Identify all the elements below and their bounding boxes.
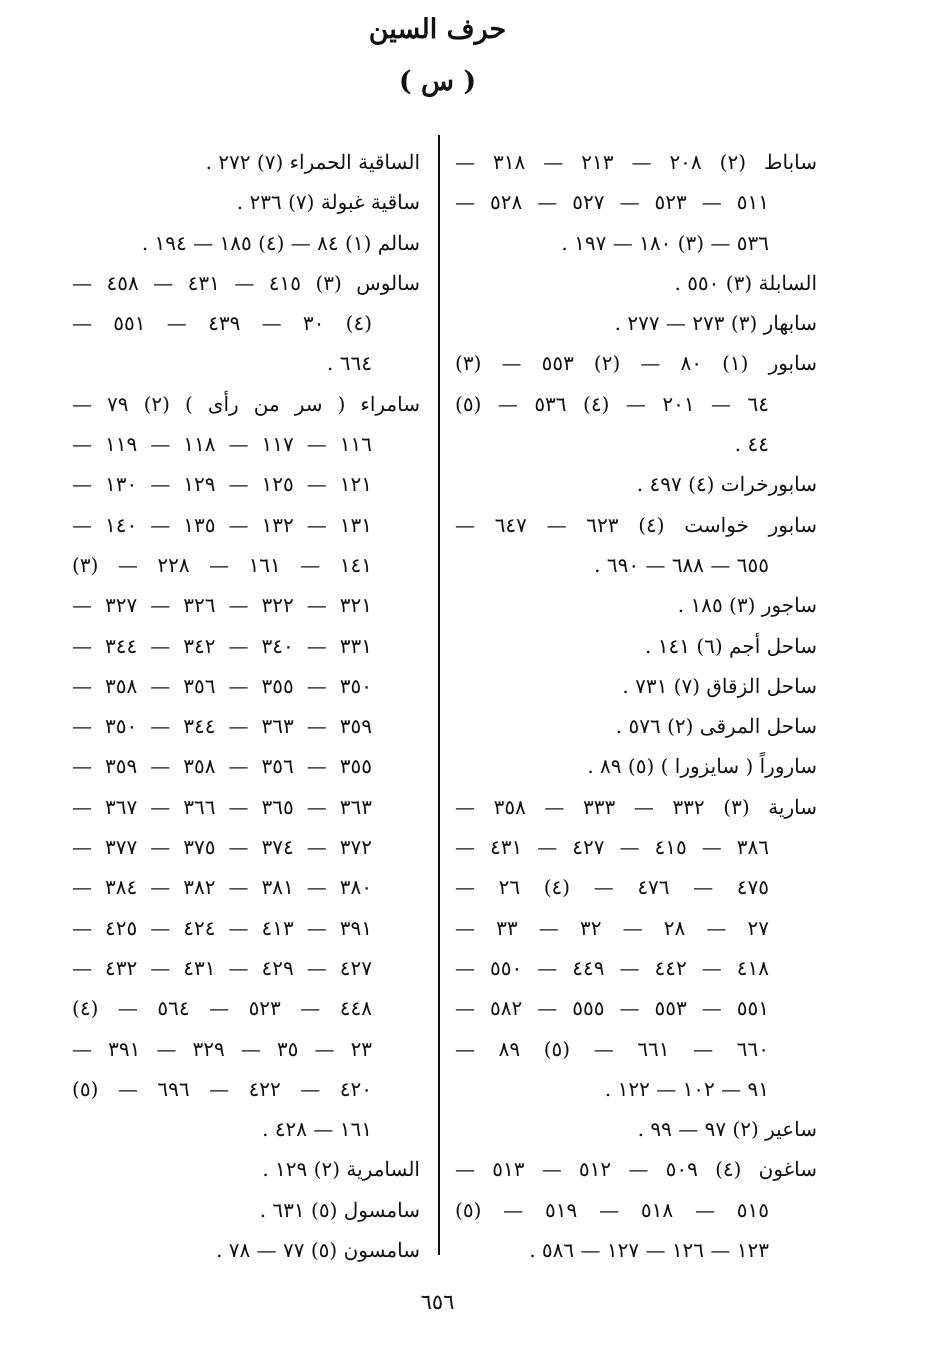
index-entry-continuation: ١١٦ — ١١٧ — ١١٨ — ١١٩ — <box>72 432 372 457</box>
index-entry-continuation: ٤٤ . <box>734 432 769 457</box>
index-entry-continuation: ٦٦٤ . <box>327 351 372 376</box>
index-entry: سابور (١) ٨٠ — (٢) ٥٥٣ — (٣) <box>455 351 817 376</box>
index-entry-continuation: ٣٧٢ — ٣٧٤ — ٣٧٥ — ٣٧٧ — <box>72 835 372 860</box>
index-entry-continuation: ٢٣ — ٣٥ — ٣٢٩ — ٣٩١ — <box>72 1036 373 1061</box>
index-entry-continuation: ٣٣١ — ٣٤٠ — ٣٤٢ — ٣٤٤ — <box>72 633 372 658</box>
index-entry: سالم (١) ٨٤ — (٤) ١٨٥ — ١٩٤ . <box>141 230 420 255</box>
index-entry-continuation: ٢٧ — ٢٨ — ٣٢ — ٣٣ — <box>455 915 770 940</box>
index-entry-continuation: ٤٢٧ — ٤٢٩ — ٤٣١ — ٤٣٢ — <box>72 955 372 980</box>
index-entry-continuation: ٥١١ — ٥٢٣ — ٥٢٧ — ٥٢٨ — <box>455 190 769 215</box>
index-entry-continuation: ٥٥١ — ٥٥٣ — ٥٥٥ — ٥٨٢ — <box>455 996 769 1021</box>
page-number: ٦٥٦ <box>420 1290 455 1314</box>
index-entry-continuation: ٥١٥ — ٥١٨ — ٥١٩ — (٥) <box>455 1197 769 1222</box>
index-entry: ساباط (٢) ٢٠٨ — ٢١٣ — ٣١٨ — <box>455 150 817 174</box>
index-entry-continuation: ٣٥٩ — ٣٦٣ — ٣٤٤ — ٣٥٠ — <box>72 714 372 739</box>
index-entry-continuation: ٩١ — ١٠٢ — ١٢٢ . <box>604 1076 769 1101</box>
index-entry-continuation: ٣٨٠ — ٣٨١ — ٣٨٢ — ٣٨٤ — <box>72 875 372 900</box>
index-entry-continuation: ١٣١ — ١٣٢ — ١٣٥ — ١٤٠ — <box>72 512 372 537</box>
index-entry-continuation: ٤١٨ — ٤٤٢ — ٤٤٩ — ٥٥٠ — <box>455 955 769 980</box>
index-entry: ساروراً ( سايزورا ) (٥) ٨٩ . <box>587 754 817 779</box>
index-entry: الساقية الحمراء (٧) ٢٧٢ . <box>205 150 420 174</box>
index-entry-continuation: ٣٩١ — ٤١٣ — ٤٢٤ — ٤٢٥ — <box>72 915 372 940</box>
index-entry-continuation: ٣٥٥ — ٣٥٦ — ٣٥٨ — ٣٥٩ — <box>72 754 372 779</box>
index-entry: ساحل أجم (٦) ١٤١ . <box>645 633 817 658</box>
index-entry-continuation: ٤٢٠ — ٤٢٢ — ٦٩٦ — (٥) <box>72 1076 373 1101</box>
index-entry-continuation: ١٢٣ — ١٢٦ — ١٢٧ — ٥٨٦ . <box>529 1238 769 1263</box>
index-entry: ساحل الزقاق (٧) ٧٣١ . <box>622 673 817 698</box>
index-entry-continuation: ٦٤ — ٢٠١ — (٤) ٥٣٦ — (٥) <box>455 391 769 416</box>
index-entry-continuation: ١٢١ — ١٢٥ — ١٢٩ — ١٣٠ — <box>72 472 372 497</box>
index-entry-continuation: ٦٥٥ — ٦٨٨ — ٦٩٠ . <box>594 552 769 577</box>
index-entry: ساحل المرقى (٢) ٥٧٦ . <box>615 714 817 739</box>
index-entry: سابور خواست (٤) ٦٢٣ — ٦٤٧ — <box>455 512 817 537</box>
index-entry-continuation: ٣٦٣ — ٣٦٥ — ٣٦٦ — ٣٦٧ — <box>72 794 372 819</box>
index-entry: سامراء ( سر من رأى ) (٢) ٧٩ — <box>72 391 420 416</box>
index-entry: ساعير (٢) ٩٧ — ٩٩ . <box>637 1117 817 1142</box>
index-entry: ساقية غبولة (٧) ٢٣٦ . <box>236 190 420 215</box>
index-entry-continuation: ٤٧٥ — ٤٧٦ — (٤) ٢٦ — <box>455 875 770 900</box>
index-entry: سابورخرات (٤) ٤٩٧ . <box>636 472 817 497</box>
index-entry-continuation: ٣٨٦ — ٤١٥ — ٤٢٧ — ٤٣١ — <box>455 835 769 860</box>
column-divider <box>438 135 440 1255</box>
index-entry: سالوس (٣) ٤١٥ — ٤٣١ — ٤٥٨ — <box>72 270 420 295</box>
index-entry-continuation: ٣٥٠ — ٣٥٥ — ٣٥٦ — ٣٥٨ — <box>72 673 372 698</box>
index-entry-continuation: ٤٤٨ — ٥٢٣ — ٥٦٤ — (٤) <box>72 996 373 1021</box>
index-entry: سامسون (٥) ٧٧ — ٧٨ . <box>216 1238 420 1263</box>
page-title: حرف السين <box>368 14 507 45</box>
index-entry-continuation: ٣٢١ — ٣٢٢ — ٣٢٦ — ٣٢٧ — <box>72 593 372 618</box>
index-entry-continuation: ١٤١ — ١٦١ — ٢٢٨ — (٣) <box>72 552 373 577</box>
index-column-right <box>455 142 817 1270</box>
index-entry: سارية (٣) ٣٣٢ — ٣٣٣ — ٣٥٨ — <box>455 794 817 819</box>
index-entry: سامسول (٥) ٦٣١ . <box>259 1197 420 1222</box>
index-entry: السامرية (٢) ١٢٩ . <box>262 1157 420 1182</box>
index-entry-continuation: ٦٦٠ — ٦٦١ — (٥) ٨٩ — <box>455 1036 770 1061</box>
section-letter: ( س ) <box>398 66 477 97</box>
index-entry-continuation: (٤) ٣٠ — ٤٣٩ — ٥٥١ — <box>72 311 373 336</box>
index-column-left <box>72 142 420 1270</box>
index-entry-continuation: ١٦١ — ٤٢٨ . <box>262 1117 372 1142</box>
index-entry: ساغون (٤) ٥٠٩ — ٥١٢ — ٥١٣ — <box>455 1157 817 1182</box>
index-entry-continuation: ٥٣٦ — (٣) ١٨٠ — ١٩٧ . <box>561 230 769 255</box>
index-entry: سابهار (٣) ٢٧٣ — ٢٧٧ . <box>614 311 817 336</box>
index-entry: السابلة (٣) ٥٥٠ . <box>674 270 817 295</box>
index-entry: ساجور (٣) ١٨٥ . <box>677 593 817 618</box>
